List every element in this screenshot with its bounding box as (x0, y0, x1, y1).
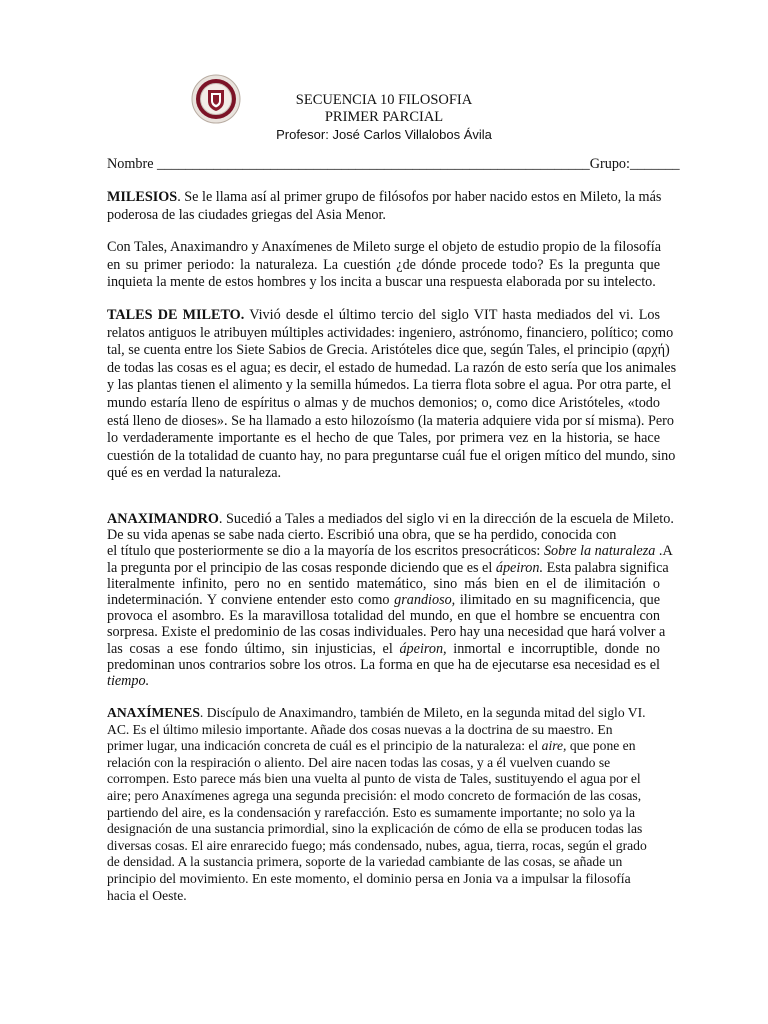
heading-anaximandro: ANAXIMANDRO (107, 511, 219, 527)
paragraph-line: designación de una sustancia primordial, sino la explicación de cómo de ella se producen todas las (107, 821, 643, 837)
paragraph-line: qué es en verdad la naturaleza. (107, 465, 282, 482)
paragraph-line: está lleno de dioses». Se ha llamado a esto hilozoísmo (la materia adquiere vida por sí misma). Pero (107, 412, 674, 429)
paragraph-line: literalmente infinito, pero no en sentido matemático, sino más bien en el de ilimitación o (107, 575, 660, 592)
name-group-line (107, 156, 680, 173)
paragraph-anaximandro (107, 511, 674, 690)
paragraph-line: . Discípulo de Anaximandro, también de Mileto, en la segunda mitad del siglo VI. (199, 705, 646, 720)
italic-term: grandioso, (394, 592, 456, 609)
italic-term: Sobre la naturaleza (543, 543, 656, 560)
paragraph-line: predominan unos contrarios sobre los otros. La forma en que ha de ejecutarse esa necesidad es el (107, 656, 660, 673)
paragraph-line: De su vida apenas se sabe nada cierto. Escribió una obra, que se ha perdido, conocida con (107, 527, 617, 544)
paragraph-line: el título que posteriormente se dio a la mayoría de los escritos presocráticos: (107, 543, 544, 560)
paragraph-intro (107, 239, 660, 292)
paragraph-line: corrompen. Esto parece más bien una vuelta al punto de vista de Tales, sustituyendo el agua por el (107, 771, 641, 787)
paragraph-line: AC. Es el último milesio importante. Añade dos cosas nuevas a la doctrina de su maestro. En (107, 721, 613, 737)
paragraph-tales (107, 307, 677, 483)
document-subtitle: PRIMER PARCIAL (324, 109, 444, 125)
paragraph-milesios (107, 189, 660, 224)
paragraph-line: inquieta la mente de estos hombres y los incita a buscar una respuesta elaborada por su intelecto. (107, 274, 656, 291)
italic-term: tiempo. (107, 673, 150, 690)
paragraph-line: ilimitado en su magnificencia, que (455, 592, 661, 609)
paragraph-line: lo verdaderamente importante es el hecho de que Tales, por primera vez en la historia, se hace (107, 430, 660, 447)
paragraph-line: partiendo del aire, es la condensación y rarefacción. Esto es sumamente importante; no solo ya la (107, 804, 636, 820)
paragraph-line: .A (655, 543, 673, 560)
paragraph-line: indeterminación. Y conviene entender esto como (107, 592, 395, 609)
paragraph-line: las cosas a ese fondo último, sin injusticias, el (107, 640, 400, 657)
paragraph-line: sorpresa. Existe el predominio de las cosas individuales. Pero hay una necesidad que hará volver a (107, 624, 666, 641)
paragraph-line: cuestión de la totalidad de cuanto hay, no para preguntarse cuál fue el origen mítico del mundo, sino (107, 447, 676, 464)
paragraph-line: diversas cosas. El aire enrarecido fuego; más condensado, nubes, agua, tierra, rocas, según el grado (107, 837, 647, 853)
school-seal-logo (191, 74, 241, 124)
paragraph-line: Con Tales, Anaximandro y Anaxímenes de Mileto surge el objeto de estudio propio de la filosofía (107, 239, 662, 255)
paragraph-line: hacia el Oeste. (107, 887, 187, 903)
paragraph-line: inmortal e incorruptible, donde no (446, 640, 660, 657)
paragraph-line: Esta palabra significa (543, 559, 669, 576)
paragraph-line: provoca el asombro. Es la maravillosa totalidad del mundo, en que el hombre se encuentra con (107, 608, 660, 625)
paragraph-line: primer lugar, una indicación concreta de cuál es el principio de la naturaleza: el (107, 738, 542, 754)
group-label: Grupo: (589, 156, 630, 172)
paragraph-line: aire; pero Anaxímenes agrega una segunda precisión: el modo concreto de formación de las cosas, (107, 787, 642, 803)
paragraph-line: que pone en (566, 738, 636, 754)
paragraph-anaximenes (107, 705, 660, 904)
paragraph-line: la pregunta por el principio de las cosas responde diciendo que es el (107, 559, 496, 576)
paragraph-line: y las plantas tienen el alimento y la semilla húmedos. La tierra flota sobre el agua. Por otra parte, el (107, 377, 672, 394)
italic-term: aire, (541, 738, 567, 754)
paragraph-line: Vivió desde el último tercio del siglo VIT hasta mediados del vi. Los (244, 307, 660, 323)
paragraph-line: de todas las cosas es el agua; es decir, el estado de humedad. La razón de esto sería que los animales (107, 359, 677, 376)
heading-tales: TALES DE MILETO. (107, 307, 245, 323)
italic-term: ápeiron. (495, 559, 544, 576)
heading-anaximenes: ANAXÍMENES (107, 705, 200, 720)
paragraph-line: . Sucedió a Tales a mediados del siglo vi en la dirección de la escuela de Mileto. (218, 511, 674, 527)
teacher-name: Profesor: José Carlos Villalobos Ávila (276, 127, 492, 142)
paragraph-line: relación con la respiración o aliento. Del aire nacen todas las cosas, y a él vuelven cuando se (107, 754, 611, 770)
name-blank: _____________________________________________________________ (157, 156, 590, 172)
paragraph-line: poderosa de las ciudades griegas del Asia Menor. (107, 206, 386, 223)
paragraph-line: tal, se cuenta entre los Siete Sabios de Grecia. Aristóteles dice que, según Tales, el principio (αρχή) (107, 342, 670, 359)
paragraph-line: principio del movimiento. En este momento, el dominio persa en Jonia va a impulsar la filosofía (107, 870, 631, 886)
document-header (250, 92, 518, 144)
paragraph-line: de densidad. A la sustancia primera, soporte de la variedad cambiante de las cosas, se añade un (107, 854, 623, 870)
paragraph-line: en su primer periodo: la naturaleza. La cuestión ¿de dónde procede todo? Es la pregunta que (107, 256, 660, 273)
heading-milesios: MILESIOS (107, 189, 178, 205)
paragraph-line: . Se le llama así al primer grupo de filósofos por haber nacido estos en Mileto, la más (177, 189, 662, 205)
name-label: Nombre (107, 156, 158, 172)
paragraph-line: mundo estaría lleno de espíritus o almas y de muchos demonios; o, como dice Aristóteles, «todo (107, 394, 660, 411)
italic-term: ápeiron, (399, 640, 447, 657)
document-title: SECUENCIA 10 FILOSOFIA (295, 92, 473, 108)
group-blank: _______ (629, 156, 680, 172)
paragraph-line: relatos antiguos le atribuyen múltiples actividades: ingeniero, astrónomo, financiero, político; como (107, 324, 674, 341)
